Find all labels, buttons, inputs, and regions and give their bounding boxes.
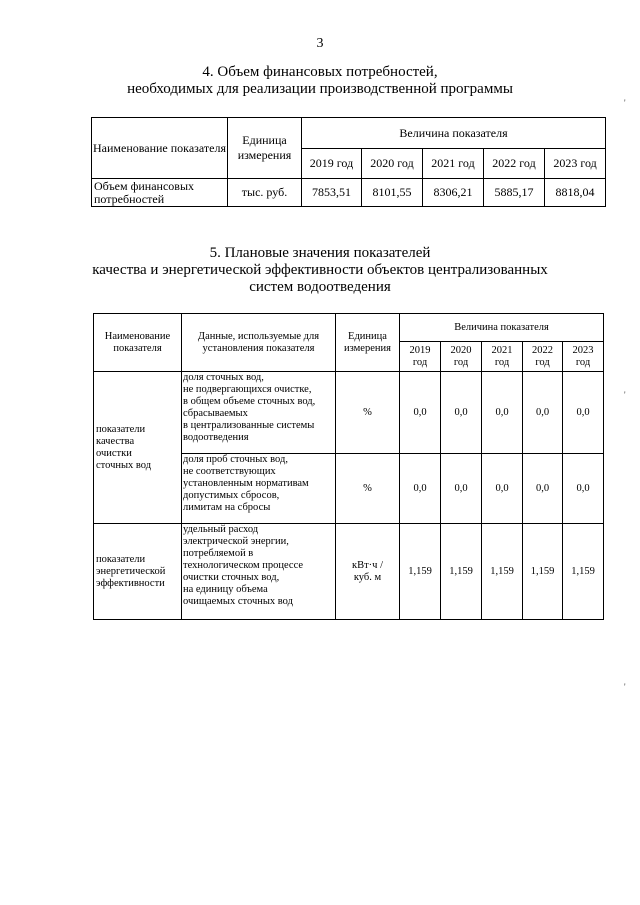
row-value: 0,0 (563, 372, 604, 454)
row-value: 0,0 (400, 454, 441, 524)
section5-title (0, 245, 640, 296)
col-header-unit: Единица измерения (228, 118, 302, 179)
year-header: 2020 год (441, 342, 482, 372)
year-header: 2022 год (484, 149, 545, 179)
row-value: 0,0 (523, 372, 563, 454)
financial-needs-table (91, 117, 606, 207)
col-header-name: Наименование показателя (92, 118, 228, 179)
row-unit: % (336, 372, 400, 454)
row-value: 0,0 (482, 372, 523, 454)
row-name: Объем финансовых потребностей (92, 179, 228, 207)
row-unit: тыс. руб. (228, 179, 302, 207)
year-header: 2020 год (362, 149, 423, 179)
year-header: 2023 год (545, 149, 606, 179)
row-value: 8101,55 (362, 179, 423, 207)
section4-title-line1: 4. Объем финансовых потребностей, (202, 64, 438, 80)
col-header-value: Величина показателя (400, 314, 604, 342)
row-value: 0,0 (441, 372, 482, 454)
row-unit: кВт·ч / куб. м (336, 524, 400, 620)
row-value: 7853,51 (302, 179, 362, 207)
row-value: 1,159 (441, 524, 482, 620)
row-data-description: удельный расход электрической энергии, потребляемой в технологическом процессе очистки сточных вод, на единицу объема очищаемых сточных вод (182, 524, 336, 620)
row-value: 0,0 (523, 454, 563, 524)
row-value: 0,0 (563, 454, 604, 524)
scan-speck: ' (624, 682, 626, 692)
row-data-description: доля проб сточных вод, не соответствующих установленным нормативам допустимых сбросов, лимитам на сбросы (182, 454, 336, 524)
row-value: 0,0 (482, 454, 523, 524)
group-energy-name: показатели энергетической эффективности (94, 524, 182, 620)
year-header: 2019 год (400, 342, 441, 372)
row-value: 8818,04 (545, 179, 606, 207)
row-value: 8306,21 (423, 179, 484, 207)
scan-speck: ' (624, 98, 626, 108)
row-unit: % (336, 454, 400, 524)
page-number: 3 (316, 36, 324, 51)
table-row (94, 372, 604, 454)
group-quality-name: показатели качества очистки сточных вод (94, 372, 182, 524)
planned-indicators-table (93, 313, 604, 620)
section4-title-line2: необходимых для реализации производственной программы (127, 81, 513, 97)
col-header-data: Данные, используемые для установления показателя (182, 314, 336, 372)
section5-title-line2: качества и энергетической эффективности объектов централизованных (92, 262, 548, 278)
row-value: 1,159 (482, 524, 523, 620)
row-data-description: доля сточных вод, не подвергающихся очистке, в общем объеме сточных вод, сбрасываемых в централизованные системы водоотведения (182, 372, 336, 454)
col-header-unit: Единица измерения (336, 314, 400, 372)
year-header: 2022 год (523, 342, 563, 372)
year-header: 2021 год (482, 342, 523, 372)
section4-title (0, 64, 640, 98)
scan-speck: ' (624, 390, 626, 400)
year-header: 2019 год (302, 149, 362, 179)
table-row (92, 179, 606, 207)
row-value: 1,159 (563, 524, 604, 620)
row-value: 5885,17 (484, 179, 545, 207)
section5-title-line1: 5. Плановые значения показателей (209, 245, 431, 261)
col-header-value: Величина показателя (302, 118, 606, 149)
year-header: 2023 год (563, 342, 604, 372)
row-value: 0,0 (441, 454, 482, 524)
row-value: 0,0 (400, 372, 441, 454)
row-value: 1,159 (523, 524, 563, 620)
year-header: 2021 год (423, 149, 484, 179)
table-row (94, 524, 604, 620)
section5-title-line3: систем водоотведения (249, 279, 391, 295)
row-value: 1,159 (400, 524, 441, 620)
col-header-name: Наименование показателя (94, 314, 182, 372)
